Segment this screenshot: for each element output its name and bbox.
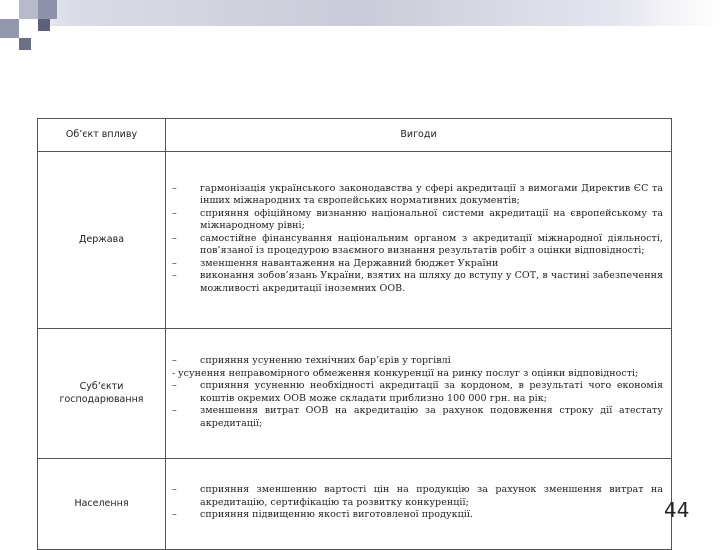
- list-item-text: сприяння зменшенню вартості цін на продукцію за рахунок зменшення витрат на акредитацію, сертифікацію та розвитку конкуренції;: [200, 484, 663, 508]
- list-item: [172, 509, 663, 522]
- benefits-table: [37, 118, 672, 550]
- dash-marker: –: [172, 257, 177, 269]
- list-item: [172, 183, 663, 208]
- list-item-text: усунення неправомірного обмеження конкуренції на ринку послуг з оцінки відповідності;: [178, 367, 639, 379]
- dash-marker: –: [172, 270, 177, 282]
- table-row: [38, 329, 672, 459]
- table-header-row: [38, 119, 672, 152]
- list-item: [172, 368, 663, 381]
- decor-square: [19, 19, 38, 38]
- dash-marker: –: [172, 355, 177, 366]
- dash-marker: –: [172, 484, 177, 496]
- benefits-list: [172, 355, 663, 430]
- header-benefits: Вигоди: [166, 119, 672, 152]
- list-item: [172, 405, 663, 430]
- decor-square: [19, 0, 38, 19]
- dash-marker: –: [172, 509, 177, 521]
- decor-square: [0, 19, 19, 38]
- list-item: [172, 355, 663, 368]
- dash-marker: –: [172, 405, 177, 416]
- decor-square: [0, 0, 19, 19]
- list-item-text: гармонізація українського законодавства у сфері акредитації з вимогами Директив ЄС та інших міжнародних та європейських нормативних документів;: [200, 182, 663, 207]
- dash-marker: –: [172, 207, 177, 219]
- dash-marker: –: [172, 182, 177, 194]
- list-item: [172, 270, 663, 295]
- dash-marker: –: [172, 232, 177, 244]
- decor-square: [19, 38, 31, 50]
- benefits-list: [172, 484, 663, 522]
- list-item: [172, 484, 663, 509]
- list-item-text: самостійне фінансування національним органом з акредитації міжнародної діяльності, пов’язаної із процедурою взаємного визнання результатів робіт з оцінки відповідності;: [200, 232, 663, 257]
- header-object: Об’єкт впливу: [38, 119, 166, 152]
- dash-marker: –: [172, 380, 177, 391]
- page-number: 44: [664, 498, 690, 522]
- list-item-text: сприяння підвищенню якості виготовленої продукції.: [200, 509, 474, 521]
- object-cell: Суб’єкти господарювання: [38, 329, 166, 459]
- dash-marker: -: [172, 367, 176, 379]
- decor-square: [38, 19, 50, 31]
- list-item: [172, 208, 663, 233]
- list-item: [172, 258, 663, 271]
- table-row: [38, 459, 672, 550]
- list-item: [172, 233, 663, 258]
- object-cell: Держава: [38, 152, 166, 329]
- list-item-text: сприяння усуненню технічних бар’єрів у торгівлі: [200, 355, 451, 366]
- table-row: [38, 152, 672, 329]
- decor-square: [38, 0, 57, 19]
- list-item-text: сприяння офіційному визнанню національної системи акредитації на європейському та міжнародному рівні;: [200, 207, 663, 232]
- list-item: [172, 380, 663, 405]
- list-item-text: зменшення навантаження на Державний бюджет України: [200, 257, 499, 269]
- benefits-list: [172, 183, 663, 296]
- list-item-text: сприяння усуненню необхідності акредитації за кордоном, в результаті чого економія коштів окремих ООВ може складати приблизно 100 000 грн. на рік;: [200, 380, 663, 404]
- list-item-text: зменшення витрат ООВ на акредитацію за рахунок подовження строку дії атестату акредитації;: [200, 405, 663, 429]
- list-item-text: виконання зобов’язань України, взятих на шляху до вступу у СОТ, в частині забезпечення можливості акредитації іноземних ООВ.: [200, 270, 663, 294]
- object-cell: Населення: [38, 459, 166, 550]
- benefits-cell: [166, 459, 672, 550]
- benefits-cell: [166, 329, 672, 459]
- header-gradient-bar: [0, 0, 720, 26]
- benefits-cell: [166, 152, 672, 329]
